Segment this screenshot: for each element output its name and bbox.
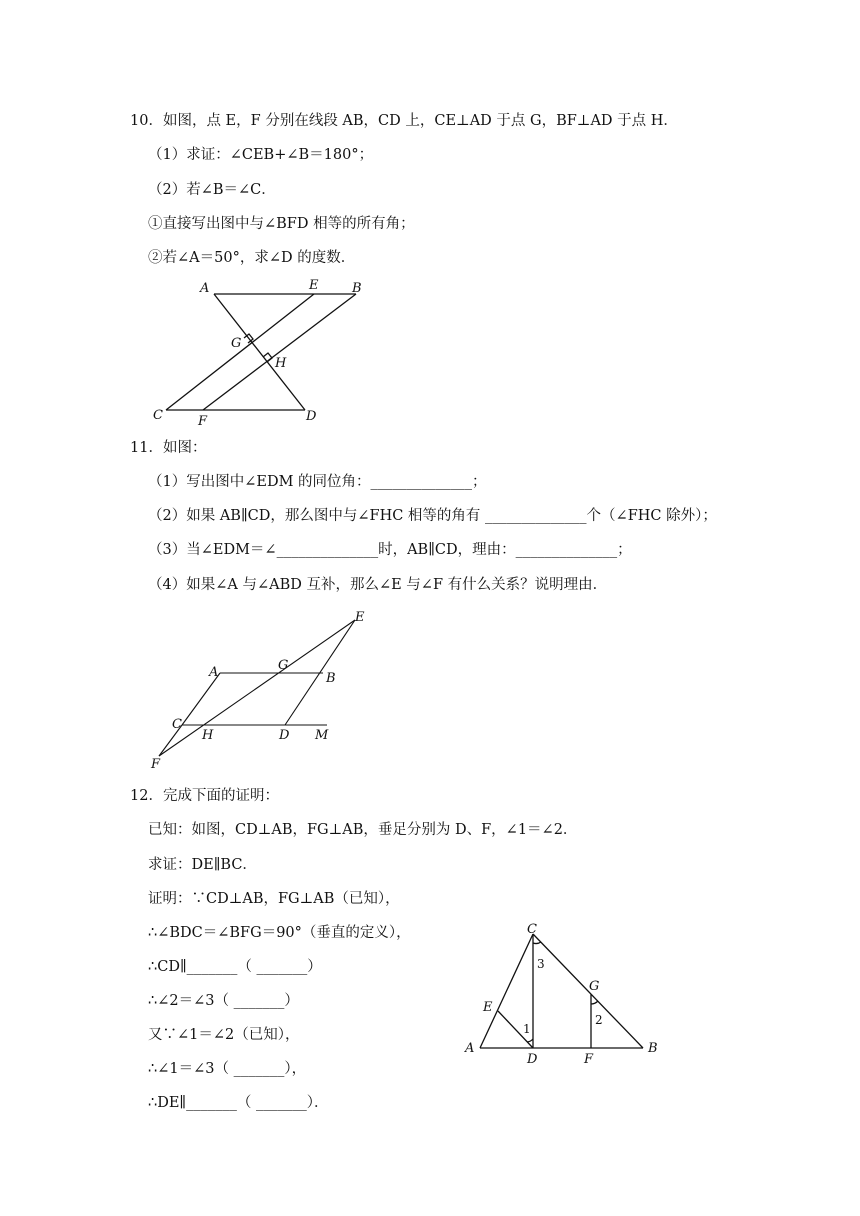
label-angle-3: 3 <box>537 957 545 971</box>
q12-proof-line-7: ∴DE∥_______（ _______）． <box>148 1095 329 1111</box>
label-c: C <box>153 408 163 423</box>
q11-part3: （3）当∠EDM＝∠______________时，AB∥CD，理由：______________； <box>148 542 632 558</box>
q10-part1: （1）求证：∠CEB+∠B＝180°； <box>148 147 374 163</box>
q12-proof-line-2: ∴∠BDC＝∠BFG＝90°（垂直的定义）， <box>148 925 411 941</box>
angle-2-arc <box>591 1001 598 1004</box>
q12-stem: 12．完成下面的证明： <box>130 788 279 804</box>
angle-1-arc <box>527 1039 533 1042</box>
label-f: F <box>198 414 208 429</box>
q10-sub1: ①直接写出图中与∠BFD 相等的所有角； <box>148 216 415 232</box>
label-angle-2: 2 <box>595 1013 603 1027</box>
label-c: C <box>527 922 537 937</box>
label-h: H <box>202 728 214 743</box>
q10-sub2: ②若∠A＝50°，求∠D 的度数． <box>148 250 356 266</box>
label-b: B <box>352 281 362 296</box>
q12-figure <box>455 920 670 1070</box>
q10-part2: （2）若∠B＝∠C． <box>148 182 276 198</box>
label-d: D <box>279 728 290 743</box>
label-e: E <box>483 1000 493 1015</box>
label-h: H <box>275 356 287 371</box>
label-c: C <box>172 717 182 732</box>
q12-proof-line-6: ∴∠1＝∠3（ _______）， <box>148 1061 307 1077</box>
q12-prove: 求证：DE∥BC． <box>148 857 257 873</box>
label-a: A <box>200 281 210 296</box>
label-angle-1: 1 <box>523 1022 531 1036</box>
q12-given: 已知：如图，CD⊥AB，FG⊥AB，垂足分别为 D、F，∠1＝∠2． <box>148 822 578 838</box>
q11-part4: （4）如果∠A 与∠ABD 互补，那么∠E 与∠F 有什么关系？说明理由． <box>148 577 608 593</box>
label-g: G <box>589 979 600 994</box>
q11-part1: （1）写出图中∠EDM 的同位角：______________； <box>148 474 487 490</box>
label-f: F <box>584 1052 594 1067</box>
q12-proof-line-5: 又∵∠1＝∠2（已知）， <box>148 1027 300 1043</box>
label-b: B <box>326 671 336 686</box>
q10-stem: 10．如图，点 E，F 分别在线段 AB，CD 上，CE⊥AD 于点 G，BF⊥AD 于点 H． <box>130 113 678 129</box>
angle-3-arc <box>533 942 541 944</box>
q12-proof-line-1: 证明：∵CD⊥AB，FG⊥AB（已知）， <box>148 891 400 907</box>
label-e: E <box>309 278 319 293</box>
q11-stem: 11．如图： <box>130 440 207 456</box>
line-bf <box>203 294 356 410</box>
label-m: M <box>315 728 329 743</box>
q11-part2: （2）如果 AB∥CD，那么图中与∠FHC 相等的角有 ______________个（∠FHC 除外）； <box>148 508 717 524</box>
label-f: F <box>151 757 161 772</box>
label-b: B <box>648 1041 658 1056</box>
label-g: G <box>278 658 289 673</box>
line-cb <box>533 934 643 1048</box>
label-g: G <box>231 336 242 351</box>
q12-proof-line-4: ∴∠2＝∠3（ _______） <box>148 993 299 1009</box>
label-d: D <box>527 1052 538 1067</box>
label-e: E <box>355 610 365 625</box>
q11-figure <box>145 605 375 775</box>
label-d: D <box>306 409 317 424</box>
q10-figure <box>140 275 380 430</box>
q12-proof-line-3: ∴CD∥_______（ _______） <box>148 959 322 975</box>
label-a: A <box>465 1041 475 1056</box>
label-a: A <box>209 665 219 680</box>
